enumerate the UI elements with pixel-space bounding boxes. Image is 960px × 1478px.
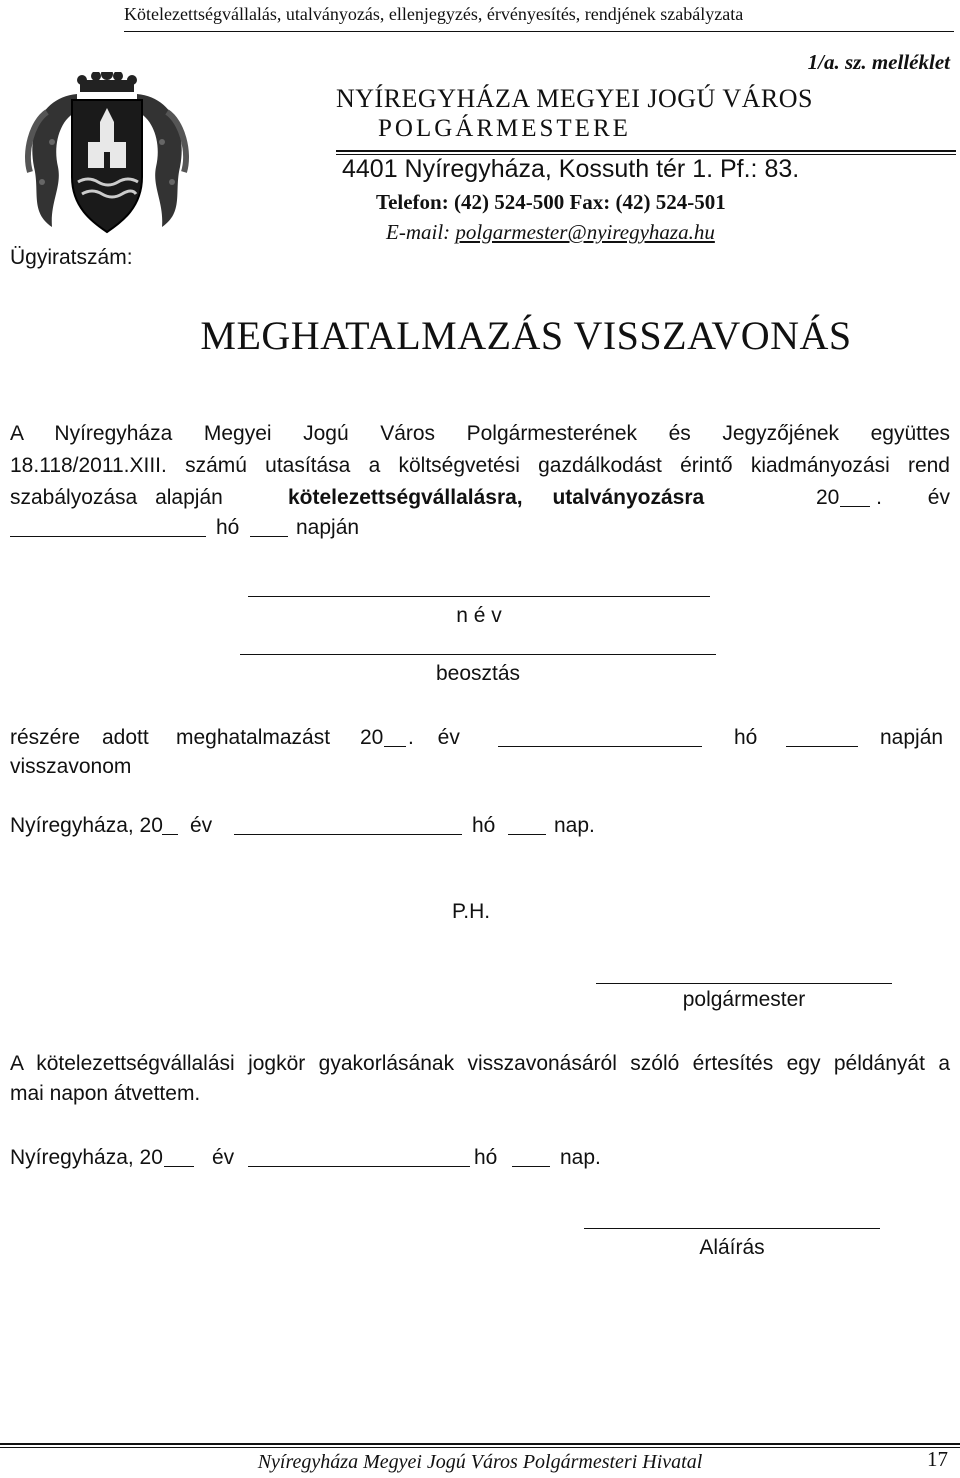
date-line-1 — [10, 814, 710, 840]
paragraph-line-2: 18.118/2011.XIII. számú utasítása a költségvetési gazdálkodást érintő kiadmányozási rend — [10, 454, 950, 477]
date2-ev: év — [212, 1146, 235, 1169]
header-rule — [124, 31, 954, 32]
date-nap: nap. — [554, 814, 595, 837]
office-phone: Telefon: (42) 524-500 Fax: (42) 524-501 — [376, 190, 726, 214]
rev-ev: . év — [408, 726, 460, 749]
rev-word-2: adott — [102, 726, 149, 749]
ho-label: hó — [216, 516, 240, 539]
annex-label: 1/a. sz. melléklet — [807, 50, 950, 74]
stamp-label: P.H. — [452, 900, 491, 923]
signature-label: Aláírás — [699, 1236, 765, 1259]
coat-of-arms-logo — [22, 72, 192, 242]
month-blank[interactable] — [10, 518, 206, 537]
date-ev: év — [190, 814, 213, 837]
name-line[interactable] — [248, 596, 710, 597]
office-rule — [336, 150, 956, 152]
receipt-line-1: A kötelezettségvállalási jogkör gyakorlásának visszavonásáról szóló értesítés egy példányát a — [10, 1052, 950, 1075]
rev-napjan: napján — [880, 726, 944, 749]
document-title: MEGHATALMAZÁS VISSZAVONÁS — [200, 313, 852, 358]
napjan-label: napján — [296, 516, 360, 539]
email-link[interactable]: polgarmester@nyiregyhaza.hu — [455, 220, 715, 244]
date2-day-blank[interactable] — [512, 1148, 550, 1167]
revocation-line-2: visszavonom — [10, 755, 132, 778]
rev-year-blank[interactable] — [384, 728, 406, 747]
paragraph-line-3 — [10, 486, 950, 512]
signature-line[interactable] — [584, 1228, 880, 1229]
date-city: Nyíregyháza, 20 — [10, 814, 163, 837]
office-address: 4401 Nyíregyháza, Kossuth tér 1. Pf.: 83. — [342, 155, 800, 183]
rev-word-3: meghatalmazást — [176, 726, 331, 749]
page-number: 17 — [927, 1447, 948, 1471]
paragraph-line-4 — [10, 516, 610, 542]
running-title: Kötelezettségvállalás, utalványozás, ellenjegyzés, érvényesítés, rendjének szabályzata — [124, 4, 744, 24]
receipt-line-2: mai napon átvettem. — [10, 1082, 201, 1105]
year-blank[interactable] — [840, 488, 870, 507]
date2-year-blank[interactable] — [164, 1148, 194, 1167]
date-ho: hó — [472, 814, 496, 837]
office-email — [386, 220, 715, 245]
paragraph-bold: kötelezettségvállalásra, utalványozásra — [288, 486, 705, 509]
day-blank[interactable] — [250, 518, 288, 537]
rev-month-blank[interactable] — [498, 728, 702, 747]
rev-ho: hó — [734, 726, 758, 749]
rev-day-blank[interactable] — [786, 728, 858, 747]
footer-rule — [0, 1443, 960, 1445]
date-month-blank[interactable] — [234, 816, 462, 835]
date2-month-blank[interactable] — [248, 1148, 470, 1167]
office-role: POLGÁRMESTERE — [378, 115, 631, 142]
paragraph-text: szabályozása alapján — [10, 486, 223, 509]
date2-ho: hó — [474, 1146, 498, 1169]
date-year-blank[interactable] — [162, 816, 178, 835]
office-name: NYÍREGYHÁZA MEGYEI JOGÚ VÁROS — [336, 84, 813, 113]
position-label: beosztás — [435, 662, 521, 685]
date-day-blank[interactable] — [508, 816, 546, 835]
case-number-label: Ügyiratszám: — [10, 246, 133, 269]
rev-word-1: részére — [10, 726, 81, 749]
ev-label: . év — [876, 486, 950, 509]
footer-rule-thin — [0, 1447, 960, 1448]
revocation-line — [10, 726, 950, 752]
position-line[interactable] — [240, 654, 716, 655]
paragraph-line-1: A Nyíregyháza Megyei Jogú Város Polgármesterének és Jegyzőjének együttes — [10, 422, 950, 445]
date2-nap: nap. — [560, 1146, 601, 1169]
mayor-signature-line[interactable] — [596, 983, 892, 984]
footer-office: Nyíregyháza Megyei Jogú Város Polgármesteri Hivatal — [257, 1451, 703, 1473]
mayor-label: polgármester — [682, 988, 806, 1011]
date2-city: Nyíregyháza, 20 — [10, 1146, 163, 1169]
year-prefix: 20 — [816, 486, 840, 509]
date-line-2 — [10, 1146, 710, 1172]
rev-year-prefix: 20 — [360, 726, 384, 749]
name-label: n é v — [456, 604, 502, 627]
email-label: E-mail: — [386, 220, 456, 244]
